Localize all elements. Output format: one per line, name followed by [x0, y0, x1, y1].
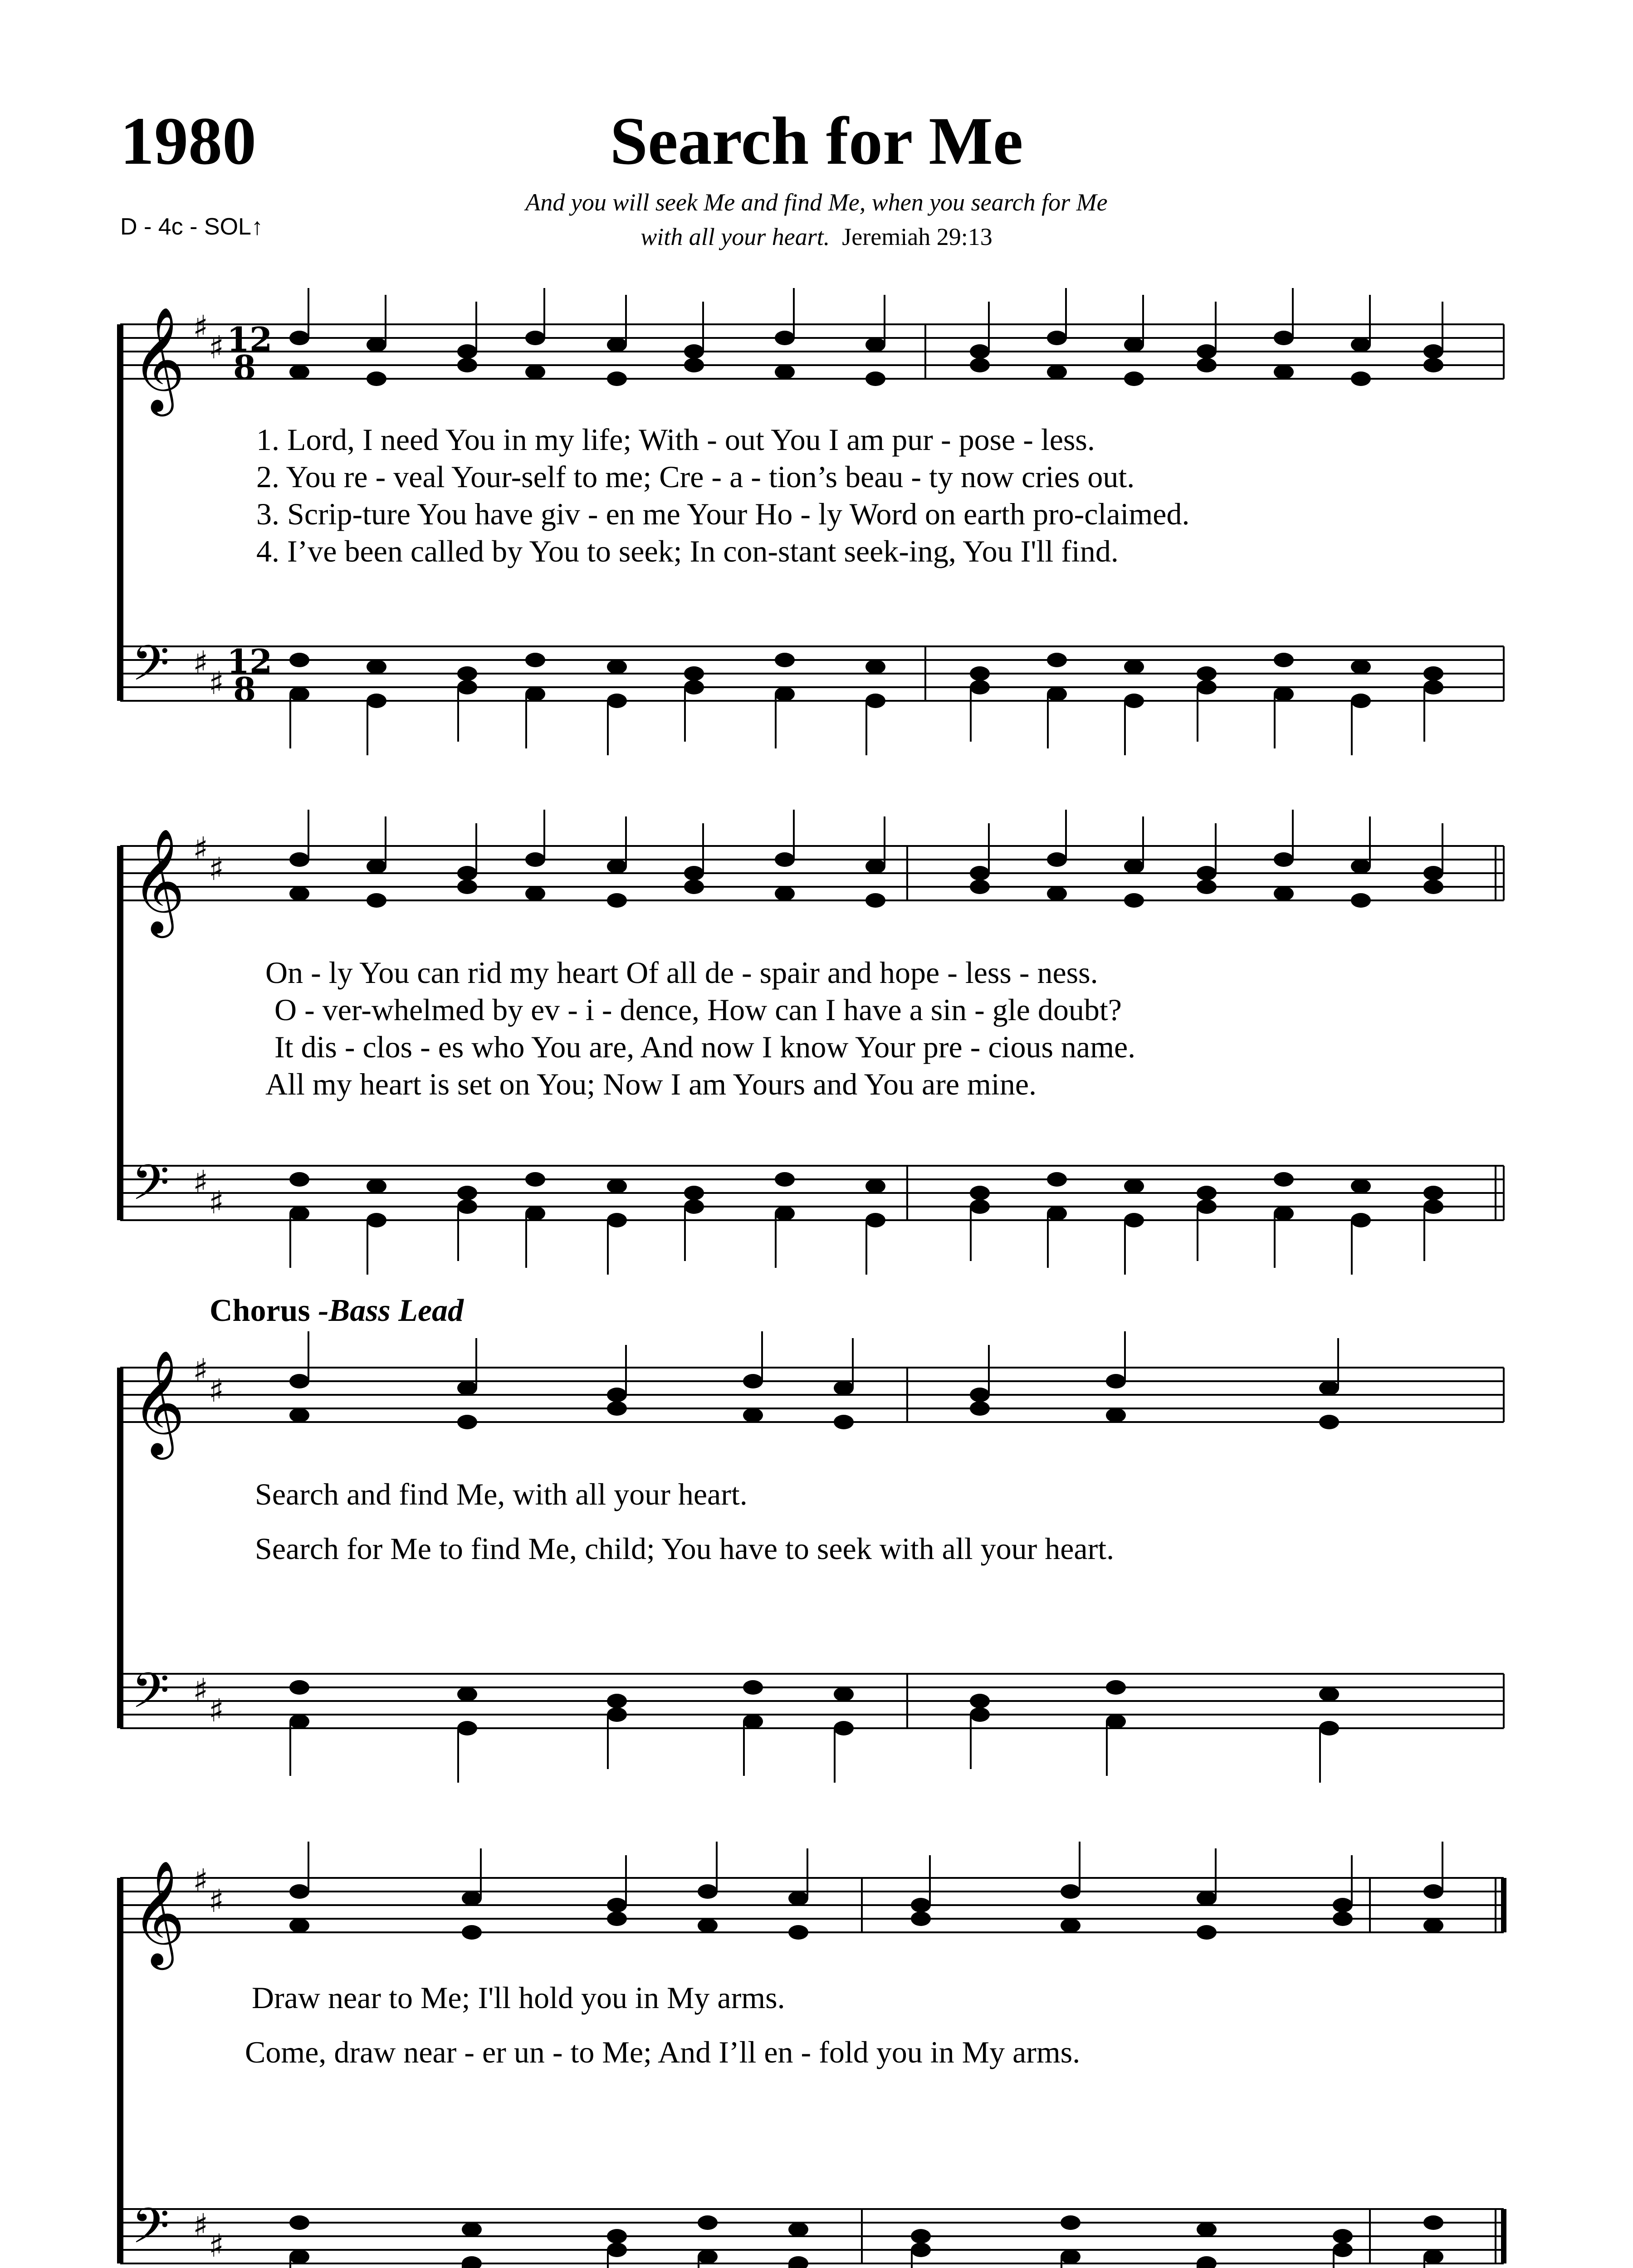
- bass-note: [1197, 2222, 1217, 2237]
- bass-note: [289, 687, 309, 701]
- treble-note: [1319, 1415, 1339, 1429]
- treble-note: [911, 1898, 931, 1912]
- treble-note: [970, 880, 990, 894]
- bass-note: [525, 1172, 545, 1187]
- treble-note: [1423, 1918, 1443, 1933]
- treble-note: [607, 1401, 627, 1416]
- bass-note: [457, 1199, 477, 1214]
- bass-note: [1274, 1172, 1294, 1187]
- key-sharp: ♯: [193, 1352, 208, 1389]
- bass-note: [367, 660, 386, 674]
- bass-note: [1423, 1186, 1443, 1200]
- verse-4-line-1: 4. I’ve been called by You to seek; In con-stant seek-ing, You I'll find.: [256, 534, 1119, 568]
- treble-note: [289, 1374, 309, 1388]
- bass-note: [525, 687, 545, 701]
- bass-note: [684, 1199, 704, 1214]
- bass-note: [525, 1206, 545, 1221]
- key-sharp: ♯: [209, 1692, 224, 1729]
- treble-note: [525, 886, 545, 901]
- treble-note: [1333, 1911, 1353, 1926]
- bass-note: [289, 1680, 309, 1695]
- treble-note: [289, 1408, 309, 1422]
- treble-note: [1274, 365, 1294, 379]
- bass-note: [1333, 2229, 1353, 2244]
- bass-note: [1124, 660, 1144, 674]
- verse-4-line-2: All my heart is set on You; Now I am Yours and You are mine.: [265, 1067, 1037, 1101]
- bass-note: [911, 2229, 931, 2244]
- key-sharp: ♯: [193, 2207, 208, 2244]
- bass-note: [462, 2222, 482, 2237]
- bass-note: [289, 1172, 309, 1187]
- treble-note: [1351, 371, 1371, 386]
- treble-note: [1197, 1891, 1217, 1906]
- bass-note: [1197, 1199, 1217, 1214]
- bass-note: [743, 1714, 763, 1729]
- treble-note: [684, 866, 704, 880]
- treble-note: [684, 344, 704, 359]
- verse-1-line-2: On - ly You can rid my heart Of all de - spair and hope - less - ness.: [265, 955, 1098, 990]
- key-info: D - 4c - SOL↑: [120, 214, 263, 240]
- treble-note: [1197, 344, 1217, 359]
- key-sharp: ♯: [193, 1163, 208, 1201]
- bass-note: [457, 1721, 477, 1735]
- treble-note: [607, 371, 627, 386]
- treble-clef: 𝄞: [132, 828, 186, 934]
- key-sharp: ♯: [193, 644, 208, 681]
- verse-2-line-1: 2. You re - veal Your-self to me; Cre - a - tion’s beau - ty now cries out.: [256, 459, 1135, 494]
- bass-note: [607, 660, 627, 674]
- bass-note: [775, 1172, 795, 1187]
- bass-note: [684, 680, 704, 694]
- hymn-number: 1980: [120, 103, 256, 179]
- treble-note: [834, 1381, 854, 1395]
- treble-note: [289, 365, 309, 379]
- bass-note: [788, 2222, 808, 2237]
- treble-note: [834, 1415, 854, 1429]
- treble-note: [1274, 331, 1294, 345]
- treble-note: [1333, 1898, 1353, 1912]
- key-sharp: ♯: [193, 1672, 208, 1709]
- bass-note: [607, 694, 627, 708]
- bass-note: [462, 2256, 482, 2268]
- bass-note: [1047, 687, 1067, 701]
- bass-note: [1106, 1680, 1126, 1695]
- treble-note: [865, 371, 885, 386]
- verse-1-line-1: 1. Lord, I need You in my life; With - out You I am pur - pose - less.: [256, 422, 1095, 457]
- treble-note: [607, 859, 627, 874]
- bass-note: [684, 1186, 704, 1200]
- bass-note: [684, 666, 704, 681]
- treble-note: [775, 886, 795, 901]
- bass-note: [698, 2249, 718, 2264]
- treble-note: [1047, 886, 1067, 901]
- bass-note: [607, 1707, 627, 1722]
- key-sharp: ♯: [209, 850, 224, 888]
- bass-note: [834, 1687, 854, 1701]
- treble-note: [607, 1388, 627, 1402]
- treble-note: [1061, 1884, 1081, 1899]
- treble-note: [1423, 880, 1443, 894]
- treble-note: [684, 358, 704, 372]
- treble-note: [698, 1884, 718, 1899]
- key-sharp: ♯: [193, 308, 208, 346]
- bass-note: [289, 1714, 309, 1729]
- treble-time-signature-top: 12: [227, 320, 273, 358]
- bass-note: [289, 2215, 309, 2230]
- treble-note: [1423, 344, 1443, 359]
- treble-note: [1124, 371, 1144, 386]
- bass-note: [457, 680, 477, 694]
- bass-note: [607, 1213, 627, 1227]
- bass-note: [1423, 2249, 1443, 2264]
- bass-note: [1124, 1179, 1144, 1193]
- chorus-label: [210, 1293, 464, 1329]
- bass-note: [970, 1199, 990, 1214]
- verse-2-line-2: O - ver-whelmed by ev - i - dence, How can I have a sin - gle doubt?: [274, 992, 1122, 1027]
- verse-3-line-2: It dis - clos - es who You are, And now I know Your pre - cious name.: [274, 1030, 1136, 1064]
- bass-time-signature-top: 12: [227, 642, 273, 680]
- bass-note: [1423, 2215, 1443, 2230]
- chorus-line-2-b: Come, draw near - er un - to Me; And I’ll en - fold you in My arms.: [245, 2035, 1081, 2069]
- treble-note: [457, 866, 477, 880]
- treble-note: [788, 1925, 808, 1940]
- treble-note: [1197, 358, 1217, 372]
- bass-note: [1351, 1179, 1371, 1193]
- bass-note: [607, 1179, 627, 1193]
- treble-note: [743, 1374, 763, 1388]
- treble-note: [607, 1898, 627, 1912]
- bass-note: [1274, 1206, 1294, 1221]
- treble-note: [1124, 337, 1144, 352]
- treble-note: [1351, 859, 1371, 874]
- treble-note: [457, 344, 477, 359]
- treble-note: [462, 1925, 482, 1940]
- treble-note: [367, 893, 386, 908]
- treble-note: [1124, 859, 1144, 874]
- treble-note: [1197, 1925, 1217, 1940]
- treble-note: [911, 1911, 931, 1926]
- bass-note: [970, 680, 990, 694]
- bass-note: [367, 1179, 386, 1193]
- bass-note: [775, 653, 795, 667]
- treble-note: [775, 331, 795, 345]
- bass-note: [1423, 1199, 1443, 1214]
- treble-note: [1106, 1408, 1126, 1422]
- treble-note: [367, 859, 386, 874]
- bass-note: [1351, 1213, 1371, 1227]
- bass-clef: 𝄢: [132, 2197, 170, 2266]
- treble-time-signature-bottom: 8: [233, 348, 256, 386]
- treble-note: [970, 1388, 990, 1402]
- bass-note: [1351, 660, 1371, 674]
- verse-3-line-1: 3. Scrip-ture You have giv - en me Your Ho - ly Word on earth pro-claimed.: [256, 497, 1190, 531]
- treble-note: [607, 337, 627, 352]
- treble-note: [289, 852, 309, 867]
- bass-note: [525, 653, 545, 667]
- treble-note: [865, 337, 885, 352]
- treble-note: [289, 1884, 309, 1899]
- treble-note: [743, 1408, 763, 1422]
- treble-note: [1047, 331, 1067, 345]
- treble-note: [1274, 852, 1294, 867]
- treble-note: [457, 1381, 477, 1395]
- bass-note: [911, 2243, 931, 2257]
- treble-note: [970, 344, 990, 359]
- bass-note: [1423, 666, 1443, 681]
- treble-note: [289, 1918, 309, 1933]
- key-sharp: ♯: [209, 329, 224, 366]
- bass-note: [865, 1213, 885, 1227]
- key-sharp: ♯: [209, 1372, 224, 1409]
- treble-note: [457, 358, 477, 372]
- bass-note: [1274, 653, 1294, 667]
- bass-note: [1047, 653, 1067, 667]
- treble-clef: 𝄞: [132, 1349, 186, 1455]
- bass-note: [775, 687, 795, 701]
- chorus-line-1-a: Search and find Me, with all your heart.: [255, 1477, 748, 1511]
- treble-note: [289, 886, 309, 901]
- bass-note: [1197, 2256, 1217, 2268]
- treble-note: [525, 331, 545, 345]
- key-sharp: ♯: [209, 1882, 224, 1920]
- bass-note: [1061, 2215, 1081, 2230]
- bass-note: [607, 2229, 627, 2244]
- treble-note: [525, 852, 545, 867]
- treble-note: [1106, 1374, 1126, 1388]
- bass-clef: 𝄢: [132, 1662, 170, 1731]
- treble-note: [970, 358, 990, 372]
- treble-clef: 𝄞: [132, 306, 186, 412]
- chorus-label-text: Chorus: [210, 1293, 310, 1328]
- bass-note: [1124, 1213, 1144, 1227]
- treble-note: [462, 1891, 482, 1906]
- hymn-title: Search for Me: [610, 103, 1023, 179]
- bass-note: [698, 2215, 718, 2230]
- treble-note: [970, 1401, 990, 1416]
- treble-note: [1423, 1884, 1443, 1899]
- treble-note: [1423, 866, 1443, 880]
- key-sharp: ♯: [193, 1862, 208, 1899]
- chorus-line-1-b: Search for Me to find Me, child; You have to seek with all your heart.: [255, 1531, 1115, 1566]
- bass-note: [1423, 680, 1443, 694]
- bass-note: [457, 1186, 477, 1200]
- epigraph-line-1: And you will seek Me and find Me, when you search for Me: [525, 189, 1108, 216]
- key-sharp: ♯: [193, 830, 208, 867]
- treble-note: [457, 1415, 477, 1429]
- bass-note: [1319, 1687, 1339, 1701]
- bass-note: [367, 1213, 386, 1227]
- treble-note: [684, 880, 704, 894]
- bass-note: [1274, 687, 1294, 701]
- bass-note: [834, 1721, 854, 1735]
- bass-note: [1061, 2249, 1081, 2264]
- treble-note: [865, 859, 885, 874]
- chorus-sublabel: -Bass Lead: [318, 1293, 464, 1328]
- bass-note: [970, 1694, 990, 1708]
- treble-note: [1274, 886, 1294, 901]
- bass-note: [1319, 1721, 1339, 1735]
- bass-clef: 𝄢: [132, 635, 170, 704]
- treble-note: [788, 1891, 808, 1906]
- treble-note: [367, 337, 386, 352]
- treble-note: [775, 365, 795, 379]
- treble-note: [525, 365, 545, 379]
- bass-clef: 𝄢: [132, 1154, 170, 1223]
- bass-note: [607, 2243, 627, 2257]
- bass-note: [788, 2256, 808, 2268]
- treble-note: [1197, 880, 1217, 894]
- bass-note: [865, 694, 885, 708]
- bass-note: [865, 660, 885, 674]
- bass-note: [1351, 694, 1371, 708]
- bass-note: [289, 653, 309, 667]
- treble-note: [1047, 852, 1067, 867]
- treble-note: [1047, 365, 1067, 379]
- treble-clef: 𝄞: [132, 1860, 186, 1965]
- treble-note: [1197, 866, 1217, 880]
- bass-note: [289, 2249, 309, 2264]
- bass-note: [1197, 666, 1217, 681]
- bass-note: [1333, 2243, 1353, 2257]
- treble-note: [1061, 1918, 1081, 1933]
- bass-note: [970, 1186, 990, 1200]
- bass-note: [289, 1206, 309, 1221]
- treble-note: [698, 1918, 718, 1933]
- bass-note: [607, 1694, 627, 1708]
- key-sharp: ♯: [209, 1184, 224, 1221]
- treble-note: [607, 893, 627, 908]
- epigraph-line-2-text: with all your heart.: [640, 223, 830, 250]
- key-sharp: ♯: [209, 2227, 224, 2264]
- treble-note: [1319, 1381, 1339, 1395]
- treble-note: [1351, 337, 1371, 352]
- key-sharp: ♯: [209, 665, 224, 702]
- bass-note: [1106, 1714, 1126, 1729]
- bass-time-signature-bottom: 8: [233, 670, 256, 709]
- treble-note: [865, 893, 885, 908]
- bass-note: [1047, 1172, 1067, 1187]
- bass-note: [1124, 694, 1144, 708]
- treble-note: [289, 331, 309, 345]
- treble-note: [457, 880, 477, 894]
- treble-note: [775, 852, 795, 867]
- treble-note: [1124, 893, 1144, 908]
- treble-note: [970, 866, 990, 880]
- bass-note: [1197, 1186, 1217, 1200]
- treble-note: [607, 1911, 627, 1926]
- bass-note: [457, 666, 477, 681]
- bass-note: [970, 1707, 990, 1722]
- treble-note: [1423, 358, 1443, 372]
- bass-note: [865, 1179, 885, 1193]
- bass-note: [457, 1687, 477, 1701]
- treble-note: [1351, 893, 1371, 908]
- bass-note: [775, 1206, 795, 1221]
- bass-note: [367, 694, 386, 708]
- scripture-reference: Jeremiah 29:13: [842, 223, 993, 250]
- bass-note: [1197, 680, 1217, 694]
- bass-note: [970, 666, 990, 681]
- chorus-line-2-a: Draw near to Me; I'll hold you in My arms.: [252, 1980, 785, 2015]
- bass-note: [1047, 1206, 1067, 1221]
- bass-note: [743, 1680, 763, 1695]
- treble-note: [367, 371, 386, 386]
